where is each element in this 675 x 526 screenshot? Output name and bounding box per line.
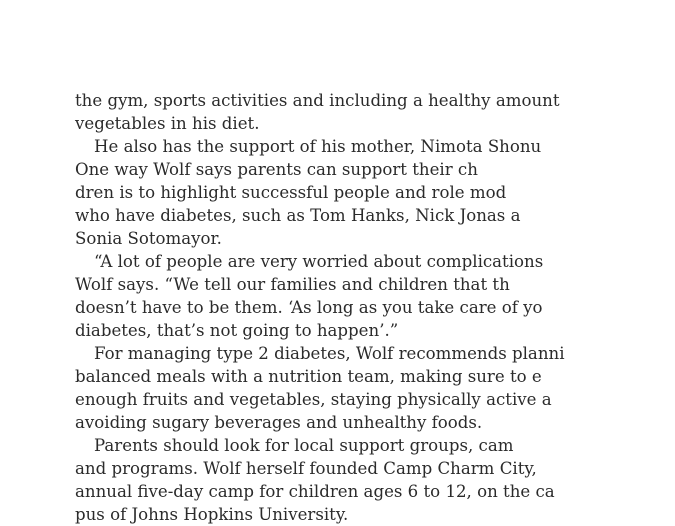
text-line: For managing type 2 diabetes, Wolf recommends planni bbox=[94, 344, 565, 363]
text-line: diabetes, that’s not going to happen’.” bbox=[75, 321, 399, 340]
text-line: One way Wolf says parents can support their ch bbox=[75, 160, 478, 179]
text-line: balanced meals with a nutrition team, making sure to e bbox=[75, 367, 542, 386]
text-line: pus of Johns Hopkins University. bbox=[75, 505, 349, 524]
text-line: the gym, sports activities and including a healthy amount bbox=[75, 91, 560, 110]
text-line: who have diabetes, such as Tom Hanks, Nick Jonas a bbox=[75, 206, 521, 225]
text-line: enough fruits and vegetables, staying physically active a bbox=[75, 390, 552, 409]
text-line: Parents should look for local support groups, cam bbox=[94, 436, 514, 455]
text-line: He also has the support of his mother, Nimota Shonu bbox=[94, 137, 542, 156]
text-line: vegetables in his diet. bbox=[75, 114, 260, 133]
text-line: annual five-day camp for children ages 6 to 12, on the ca bbox=[75, 482, 555, 501]
text-line: Sonia Sotomayor. bbox=[75, 229, 222, 248]
text-line: “A lot of people are very worried about complications bbox=[94, 252, 544, 271]
text-line: dren is to highlight successful people and role mod bbox=[75, 183, 507, 202]
article-body bbox=[75, 89, 675, 526]
text-line: avoiding sugary beverages and unhealthy foods. bbox=[75, 413, 483, 432]
text-line: Wolf says. “We tell our families and children that th bbox=[75, 275, 510, 294]
text-line: doesn’t have to be them. ‘As long as you take care of yo bbox=[75, 298, 543, 317]
text-line: and programs. Wolf herself founded Camp Charm City, bbox=[75, 459, 537, 478]
